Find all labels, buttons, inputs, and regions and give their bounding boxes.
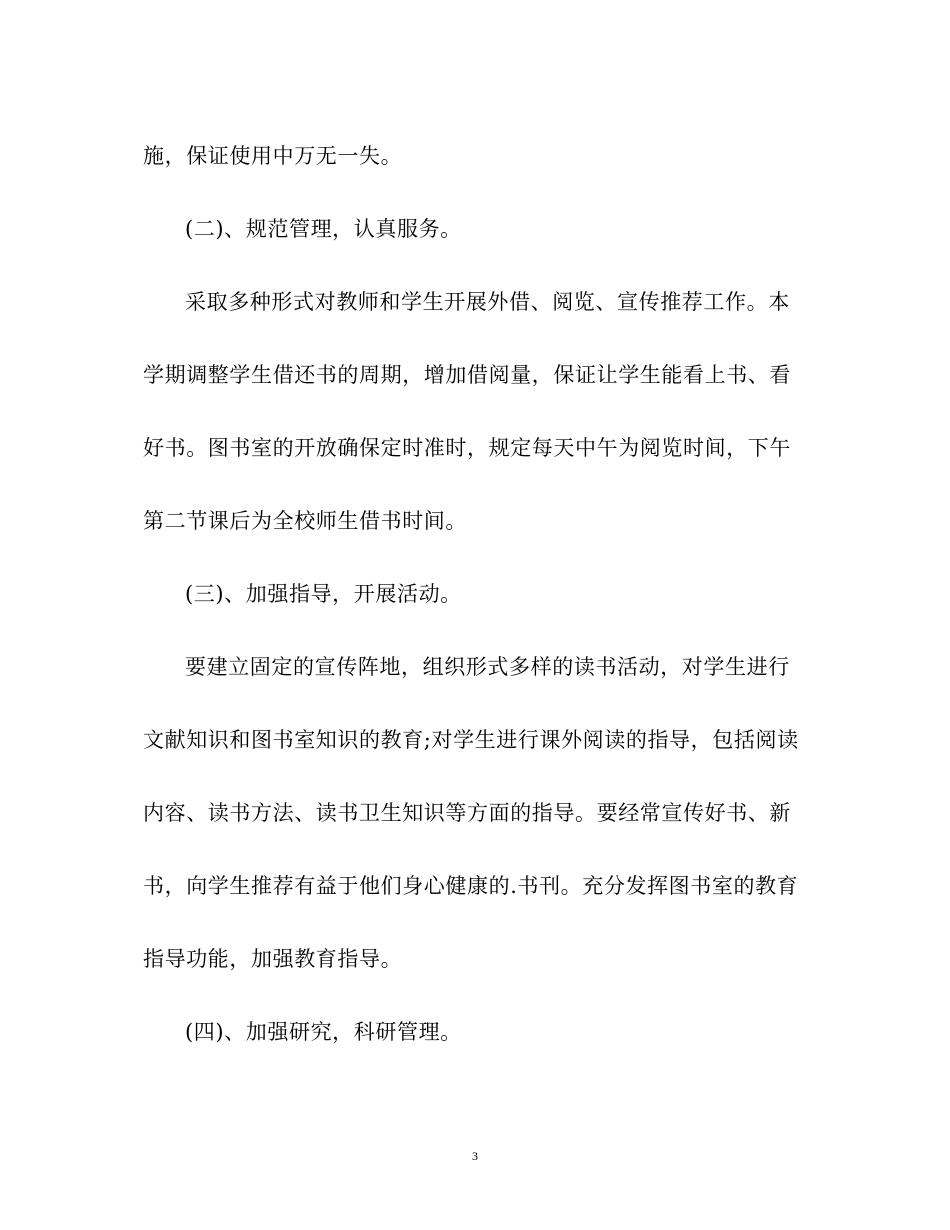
paragraph-line: 指导功能，加强教育指导。	[143, 947, 403, 971]
paragraph-line: 采取多种形式对教师和学生开展外借、阅览、宣传推荐工作。本	[185, 290, 790, 314]
section-heading: (四)、加强研究，科研管理。	[185, 1020, 462, 1044]
paragraph-line: 要建立固定的宣传阵地，组织形式多样的读书活动，对学生进行	[185, 655, 790, 679]
paragraph-line: 好书。图书室的开放确保定时准时，规定每天中午为阅览时间，下午	[143, 436, 791, 460]
paragraph-line: 学期调整学生借还书的周期，增加借阅量，保证让学生能看上书、看	[143, 363, 791, 387]
paragraph-line: 内容、读书方法、读书卫生知识等方面的指导。要经常宣传好书、新	[143, 801, 791, 825]
section-heading: (二)、规范管理，认真服务。	[185, 217, 462, 241]
paragraph-line: 书，向学生推荐有益于他们身心健康的.书刊。充分发挥图书室的教育	[143, 874, 799, 898]
body-text	[143, 134, 808, 1083]
section-heading: (三)、加强指导，开展活动。	[185, 582, 462, 606]
paragraph-line: 文献知识和图书室知识的教育;对学生进行课外阅读的指导，包括阅读	[143, 728, 799, 752]
paragraph-line: 施，保证使用中万无一失。	[143, 144, 403, 168]
page-number: 3	[472, 1149, 478, 1163]
paragraph-line: 第二节课后为全校师生借书时间。	[143, 509, 467, 533]
